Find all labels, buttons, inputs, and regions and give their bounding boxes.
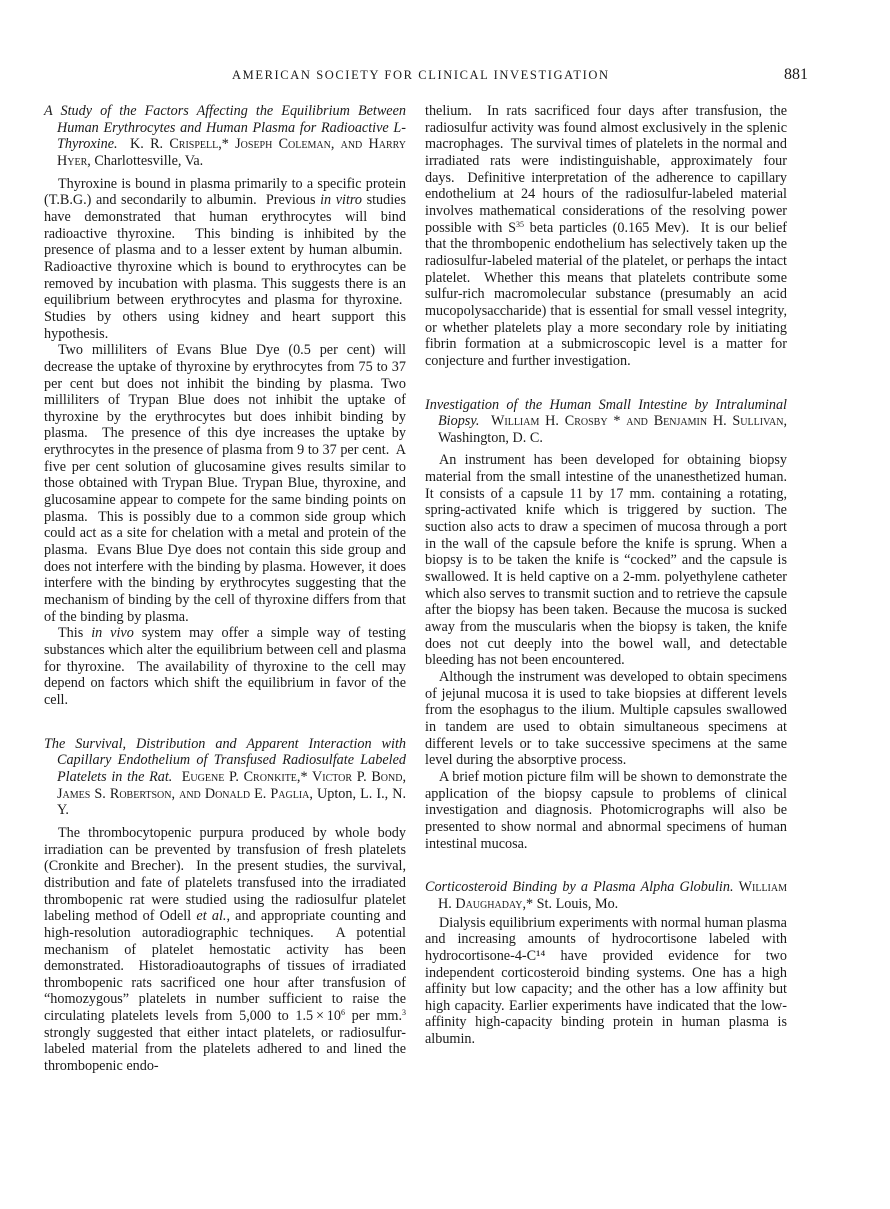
article-location: Charlottesville, Va.	[94, 152, 204, 169]
article-heading	[44, 103, 406, 170]
article-intestine-biopsy	[425, 397, 787, 853]
article-authors: K. R. Crispell,* Joseph Coleman, and Harry Hyer,	[57, 136, 406, 169]
article-separator	[425, 370, 787, 397]
paragraph: Two milliliters of Evans Blue Dye (0.5 per cent) will decrease the uptake of thyroxine by erythrocytes from 75 to 37 per cent but does not inhibit the binding by plasma. Two milliliters of Trypan Blue does not inhibit the uptake of thyroxine by the erythrocytes but does inhibit binding by plasma. The presence of this dye increases the uptake by erythrocytes in the presence of plasma from 9 to 37 per cent. A five per cent solution of glucosamine gives results similar to those obtained with Trypan Blue. Trypan Blue, thyroxine, and glucosamine appear to compete for the same binding points on plasma. This is possibly due to a common side group which could act as a site for chelation with a metal and protein of the plasma. Evans Blue Dye does not contain this side group and does not interfere with the binding by plasma. However, it does interfere with the binding by erythrocytes suggesting that the mechanism of binding by the cell of thyroxine differs from that of the binding by plasma.	[44, 342, 406, 625]
article-title: Corticosteroid Binding by a Plasma Alpha Globulin.	[425, 879, 734, 896]
article-platelets	[44, 736, 406, 1075]
paragraph: thelium. In rats sacrificed four days after transfusion, the radiosulfur activity was found almost exclusively in the splenic macrophages. The survival times of platelets in the normal and irradiated rats were indistinguishable, approximately four days. Definitive interpretation of the adherence to capillary endothelium at 24 hours of the radiosulfur-labeled material involves mathematical considerations of the resolving power possible with $S^{35}$ beta particles (0.165 Mev). It is our belief that the thrombopenic endothelium has selectively taken up the radiosulfur-labeled material of the platelet, or perhaps the intact platelet. Whether this means that platelets contribute some sulfur-rich macromolecular substance (presumably an acid mucopolysaccharide) that is essential for small vessel integrity, or whether platelets play a more secondary role by initiating fibrin formation at a submicroscopic level is a matter for conjecture and further investigation.	[425, 103, 787, 369]
article-heading	[425, 879, 787, 912]
paragraph: This in vivo system may offer a simple way of testing substances which alter the equilibrium between cell and plasma for thyroxine. The availability of thyroxine to the cell may depend on factors which shift the equilibrium in favor of the cell.	[44, 625, 406, 708]
right-column	[425, 103, 787, 1048]
page-number: 881	[784, 66, 808, 83]
article-heading	[44, 736, 406, 819]
article-thyroxine	[44, 103, 406, 709]
article-location: Washington, D. C.	[438, 429, 543, 446]
article-platelets-continued	[425, 103, 787, 370]
paragraph: Thyroxine is bound in plasma primarily to a specific protein (T.B.G.) and secondarily to albumin. Previous in vitro studies have demonstrated that human erythrocytes will bind radioactive thyroxine. This binding is inhibited by the presence of plasma and to a lesser extent by human albumin. Radioactive thyroxine which is bound to erythrocytes can be removed by incubation with plasma. This suggests there is an equilibrium between erythrocytes and plasma for thyroxine. Studies by others using kidney and heart support this hypothesis.	[44, 175, 406, 342]
article-location: Upton, L. I., N. Y.	[57, 785, 407, 819]
article-title: Investigation of the Human Small Intestine by Intraluminal Biopsy.	[425, 396, 787, 430]
paragraph: Dialysis equilibrium experiments with normal human plasma and increasing amounts of hydrocortisone labeled with hydrocortisone-4-C¹⁴ have provided evidence for two independent corticosteroid binding systems. One has a high affinity but low capacity; and the other has a low affinity but high capacity. Earlier experiments have indicated that the low-affinity high-capacity binding protein in human plasma is albumin.	[425, 914, 787, 1048]
left-column	[44, 103, 406, 1075]
article-title: A Study of the Factors Affecting the Equilibrium Between Human Erythrocytes and Human Plasma for Radioactive L-Thyroxine.	[44, 103, 406, 153]
article-title: The Survival, Distribution and Apparent Interaction with Capillary Endothelium of Transfused Radiosulfate Labeled Platelets in the Rat.	[44, 735, 406, 785]
paragraph: The thrombocytopenic purpura produced by whole body irradiation can be prevented by transfusion of fresh platelets (Cronkite and Brecher). In the present studies, the survival, distribution and fate of platelets transfused into the irradiated thrombopenic rat were studied using the radiosulfur platelet labeling method of Odell et al., and appropriate counting and high-resolution autoradiographic techniques. A potential mechanism of platelet hemostatic activity has been demonstrated. Historadioautographs of tissues of irradiated thrombopenic rats sacrificed one hour after transfusion of “homozygous” platelets in number sufficient to raise the circulating platelets levels from 5,000 to $1.5 \times 10^6$ per mm.$^3$ strongly suggested that either intact platelets, or radiosulfur-labeled material from the platelets adhered to and lined the thrombopenic endo-	[44, 824, 407, 1075]
paragraph: A brief motion picture film will be shown to demonstrate the application of the biopsy capsule to problems of clinical investigation and diagnosis. Photomicrographs will also be presented to show normal and abnormal specimens of human intestinal mucosa.	[425, 768, 787, 852]
article-separator	[425, 852, 787, 879]
article-separator	[44, 709, 406, 736]
article-location: St. Louis, Mo.	[536, 895, 619, 912]
article-heading	[425, 397, 787, 447]
article-corticosteroid	[425, 879, 787, 1048]
paragraph: Although the instrument was developed to obtain specimens of jejunal mucosa it is used to take biopsies at different levels from the esophagus to the ilium. Multiple capsules swallowed in tandem are used to obtain simultaneous specimens at different levels or to take successive specimens at the same level during the absorptive process.	[425, 669, 787, 769]
article-authors: Eugene P. Cronkite,* Victor P. Bond, James S. Robertson, and Donald E. Paglia,	[57, 768, 407, 802]
article-authors: William H. Crosby * and Benjamin H. Sullivan,	[490, 413, 788, 430]
running-head: AMERICAN SOCIETY FOR CLINICAL INVESTIGATION	[232, 68, 610, 82]
paragraph: An instrument has been developed for obtaining biopsy material from the small intestine of the unanesthetized human. It consists of a capsule 11 by 17 mm. containing a rotating, spring-activated knife which is triggered by suction. The suction also acts to draw a specimen of mucosa through a port in the wall of the capsule before the knife is sprung. When a biopsy is to be taken the knife is “cocked” and the capsule is swallowed. It is held captive on a 2-mm. polyethylene catheter which also serves to transmit suction and to retrieve the capsule after the biopsy has been taken. Because the mucosa is sucked away from the muscularis when the biopsy is taken, the knife does not cut deeply into the bowel wall, and detectable bleeding has not been encountered.	[425, 452, 787, 669]
article-authors: William H. Daughaday,*	[438, 879, 787, 912]
